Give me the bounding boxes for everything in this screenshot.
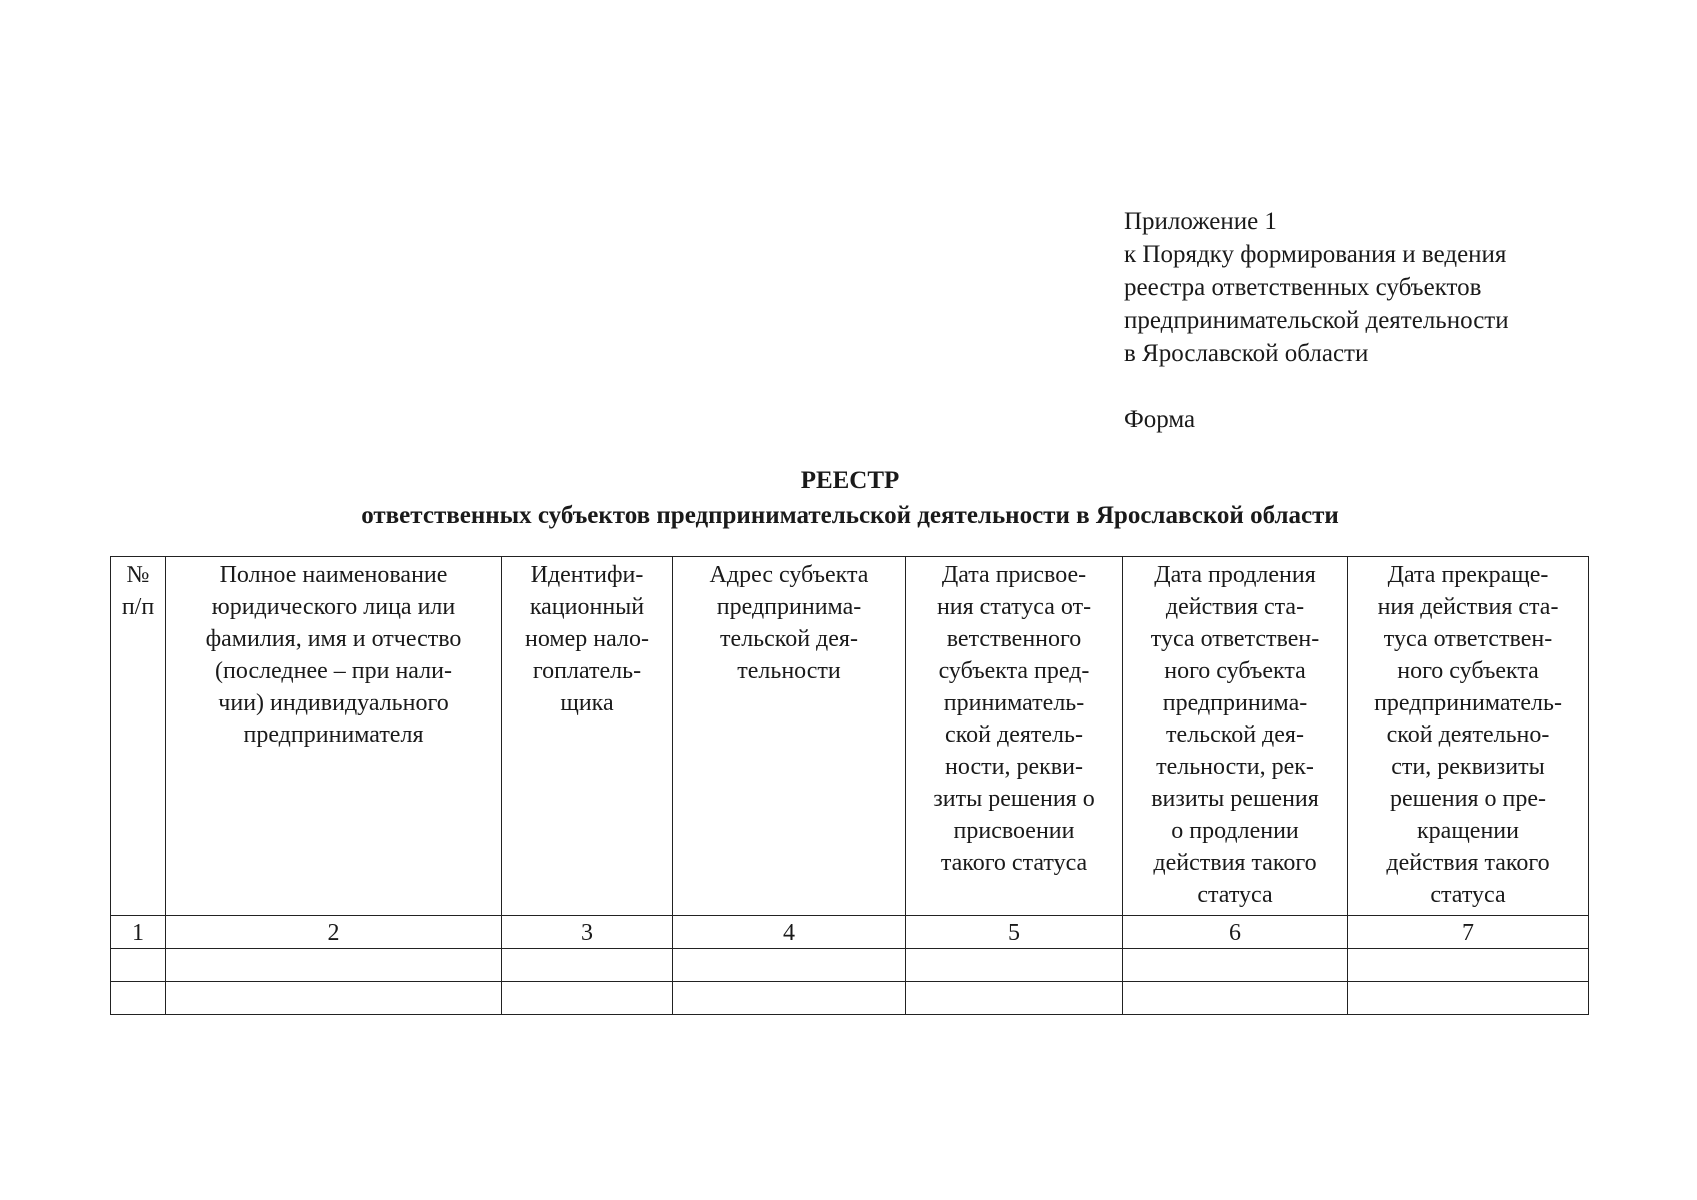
table-cell bbox=[673, 982, 906, 1015]
appendix-line: Приложение 1 bbox=[1124, 208, 1277, 235]
table-row bbox=[111, 949, 1589, 982]
table-cell bbox=[111, 949, 166, 982]
column-number: 1 bbox=[111, 916, 166, 949]
column-header-inn: Идентифи- кационный номер нало- гоплатель- щика bbox=[502, 557, 673, 916]
column-header-extension-date: Дата продления действия ста- туса ответствен- ного субъекта предпринима- тельской дея- тельности, рек- визиты решения о продлении действия такого статуса bbox=[1123, 557, 1348, 916]
table-cell bbox=[1348, 949, 1589, 982]
form-label: Форма bbox=[1124, 406, 1196, 433]
table-cell bbox=[906, 949, 1123, 982]
appendix-line: предпринимательской деятельности bbox=[1124, 307, 1509, 334]
column-number: 7 bbox=[1348, 916, 1589, 949]
column-header-number: № п/п bbox=[111, 557, 166, 916]
table-cell bbox=[1123, 982, 1348, 1015]
appendix-block bbox=[1124, 205, 1644, 370]
table-cell bbox=[1348, 982, 1589, 1015]
column-number-row bbox=[111, 916, 1589, 949]
table-row bbox=[111, 982, 1589, 1015]
table-header-row bbox=[111, 557, 1589, 916]
appendix-line: к Порядку формирования и ведения bbox=[1124, 241, 1507, 268]
column-number: 4 bbox=[673, 916, 906, 949]
table-cell bbox=[502, 982, 673, 1015]
document-subtitle: ответственных субъектов предпринимательской деятельности в Ярославской области bbox=[361, 502, 1339, 529]
column-number: 6 bbox=[1123, 916, 1348, 949]
column-header-assignment-date: Дата присвое- ния статуса от- ветственного субъекта пред- приниматель- ской деятель- ности, рекви- зиты решения о присвоении такого статуса bbox=[906, 557, 1123, 916]
table-cell bbox=[166, 949, 502, 982]
table-cell bbox=[673, 949, 906, 982]
column-header-name: Полное наименование юридического лица или фамилия, имя и отчество (последнее – при нали- чии) индивидуального предпринимателя bbox=[166, 557, 502, 916]
table-cell bbox=[166, 982, 502, 1015]
column-header-termination-date: Дата прекраще- ния действия ста- туса ответствен- ного субъекта предприниматель- ской деятельно- сти, реквизиты решения о пре- кращении действия такого статуса bbox=[1348, 557, 1589, 916]
table-cell bbox=[111, 982, 166, 1015]
document-title: РЕЕСТР bbox=[800, 467, 900, 494]
table-cell bbox=[1123, 949, 1348, 982]
appendix-line: в Ярославской области bbox=[1124, 340, 1369, 367]
column-number: 3 bbox=[502, 916, 673, 949]
column-number: 5 bbox=[906, 916, 1123, 949]
table-cell bbox=[502, 949, 673, 982]
registry-table bbox=[110, 556, 1589, 1015]
table-cell bbox=[906, 982, 1123, 1015]
appendix-line: реестра ответственных субъектов bbox=[1124, 274, 1482, 301]
column-number: 2 bbox=[166, 916, 502, 949]
column-header-address: Адрес субъекта предпринима- тельской дея- тельности bbox=[673, 557, 906, 916]
